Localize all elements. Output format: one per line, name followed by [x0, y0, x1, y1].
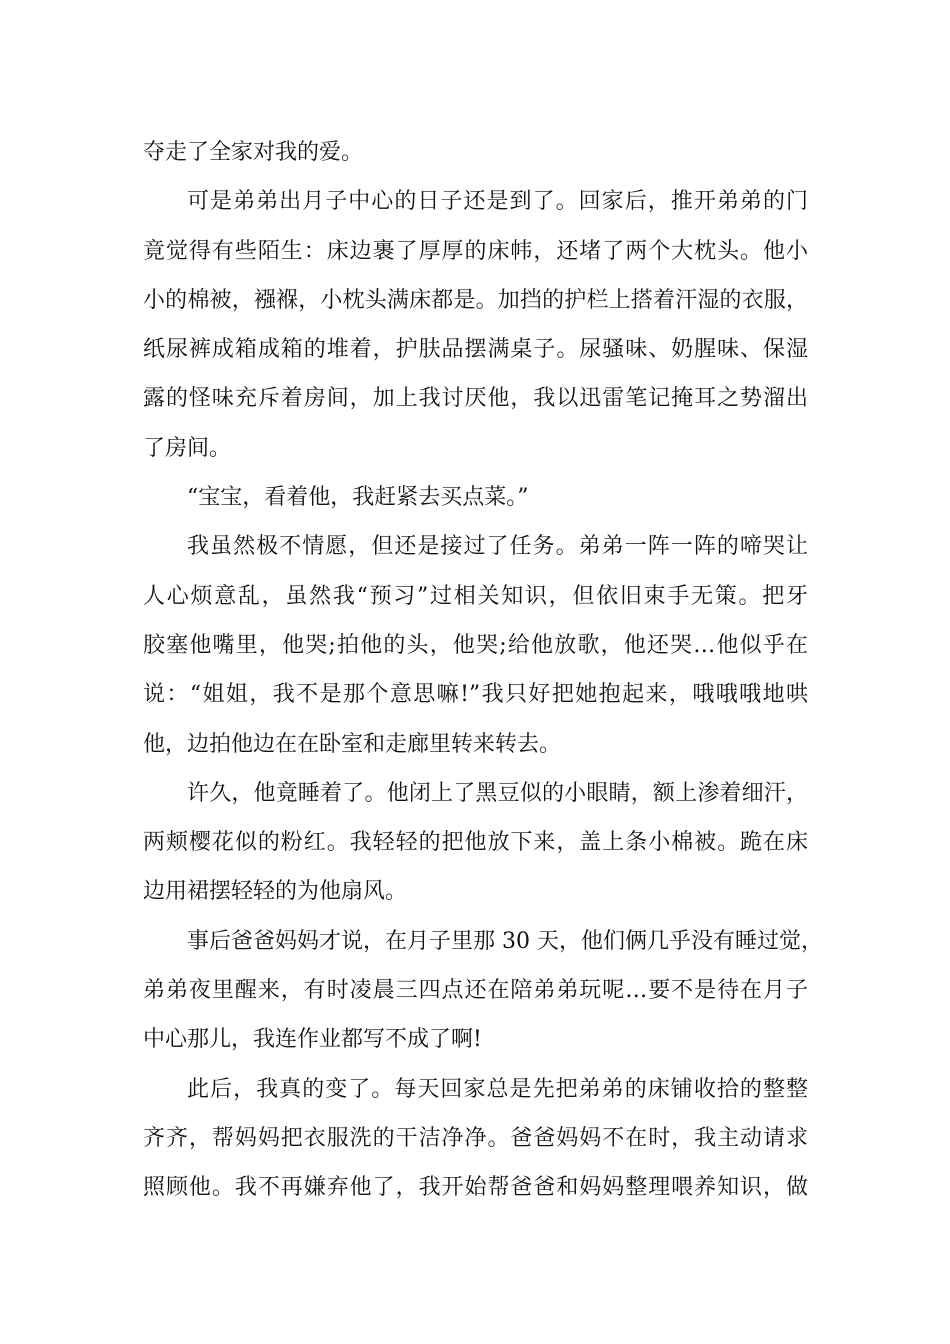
text-line: 可是弟弟出月子中心的日子还是到了。回家后，推开弟弟的门 [187, 189, 808, 215]
text-line: 照顾他。我不再嫌弃他了，我开始帮爸爸和妈妈整理喂养知识，做 [143, 1175, 808, 1201]
text-line: 露的怪味充斥着房间，加上我讨厌他，我以迅雷笔记掩耳之势溜出 [143, 386, 808, 412]
text-line: 夺走了全家对我的爱。 [143, 140, 364, 165]
text-line: 说：“姐姐，我不是那个意思嘛!”我只好把她抱起来，哦哦哦地哄 [143, 682, 808, 708]
text-line: 小的棉被，襁褓，小枕头满床都是。加挡的护栏上搭着汗湿的衣服， [143, 287, 808, 313]
text-line: 两颊樱花似的粉红。我轻轻的把他放下来，盖上条小棉被。跪在床 [143, 830, 808, 856]
text-line: 竟觉得有些陌生：床边裹了厚厚的床帏，还堵了两个大枕头。他小 [143, 238, 808, 264]
text-line: 我虽然极不情愿，但还是接过了任务。弟弟一阵一阵的啼哭让 [187, 534, 808, 560]
text-line: 弟弟夜里醒来，有时凌晨三四点还在陪弟弟玩呢…要不是待在月子 [143, 978, 808, 1004]
text-line: 他，边拍他边在在卧室和走廊里转来转去。 [143, 731, 562, 757]
text-line: 边用裙摆轻轻的为他扇风。 [143, 879, 408, 905]
text-line: 人心烦意乱，虽然我“预习”过相关知识，但依旧束手无策。把牙 [143, 583, 808, 609]
text-line: 胶塞他嘴里，他哭;拍他的头，他哭;给他放歌，他还哭…他似乎在 [143, 632, 808, 658]
text-line: 中心那儿，我连作业都写不成了啊! [143, 1027, 482, 1053]
text-line: 此后，我真的变了。每天回家总是先把弟弟的床铺收拾的整整 [187, 1076, 808, 1102]
body-text [143, 128, 823, 1213]
text-line: 许久，他竟睡着了。他闭上了黑豆似的小眼睛，额上渗着细汗， [187, 780, 808, 806]
text-line: 齐齐，帮妈妈把衣服洗的干洁净净。爸爸妈妈不在时，我主动请求 [143, 1125, 808, 1151]
text-line: 了房间。 [143, 435, 232, 461]
text-line: “宝宝，看着他，我赶紧去买点菜。” [187, 485, 529, 511]
text-line: 事后爸爸妈妈才说，在月子里那 30 天，他们俩几乎没有睡过觉， [187, 928, 823, 954]
text-line: 纸尿裤成箱成箱的堆着，护肤品摆满桌子。尿骚味、奶腥味、保湿 [143, 337, 808, 363]
